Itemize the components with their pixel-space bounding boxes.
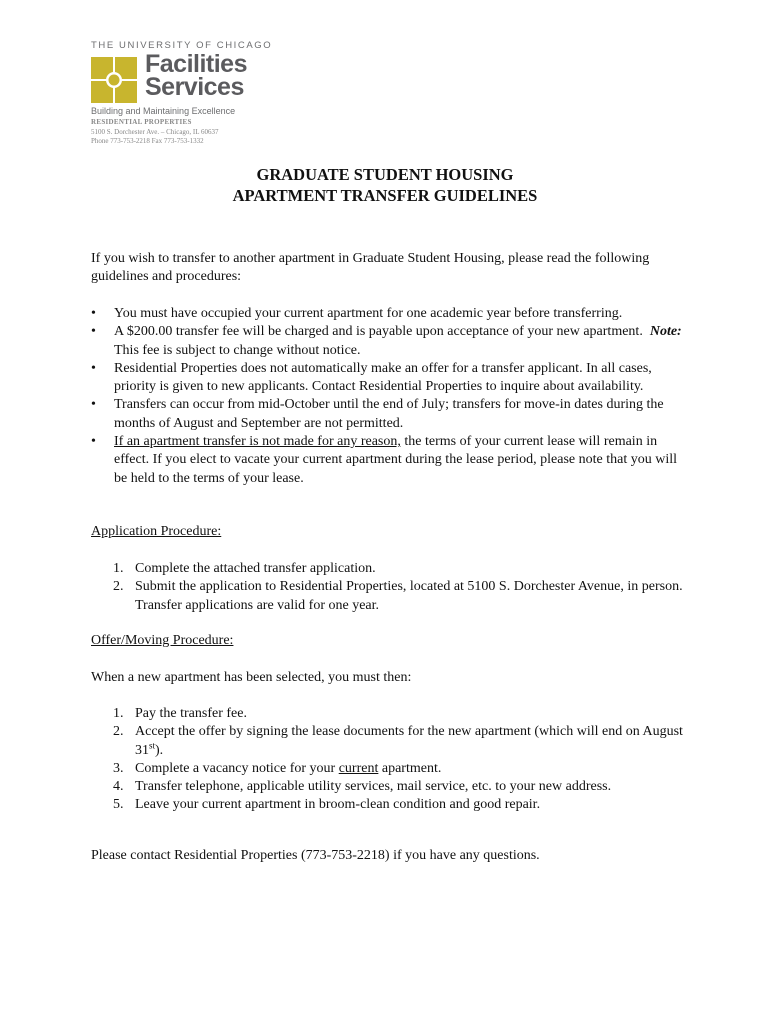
step-number: 5. (113, 797, 124, 813)
step-text: Transfer telephone, applicable utility services, mail service, etc. to your new address. (135, 779, 612, 795)
office-info (91, 118, 321, 147)
list-item (113, 578, 683, 615)
list-item (113, 778, 683, 796)
application-steps (113, 560, 683, 615)
guideline-text: Transfers can occur from mid-October until the end of July; transfers for move-in dates during the months of August and September are not permitted. (114, 397, 664, 431)
list-item (91, 323, 691, 360)
guideline-text: Residential Properties does not automatically make an offer for a transfer applicant. In all cases, priority is given to new applicants. Contact Residential Properties to inquire about availability. (114, 360, 652, 395)
bullet-icon: • (91, 360, 96, 376)
guideline-text: A $200.00 transfer fee will be charged and is payable upon acceptance of your new apartment. (114, 324, 643, 340)
brand-line-1: Facilities (145, 50, 247, 78)
bullet-icon: • (91, 324, 96, 340)
step-text: Submit the application to Residential Properties, located at 5100 S. Dorchester Avenue, in person. Transfer applications are valid for one year. (135, 579, 683, 613)
guideline-text: the terms of your current lease will remain in effect. If you elect to vacate your current apartment during the lease period, please note that you will be held to the terms of your lease. (114, 434, 678, 486)
step-text: Accept the offer by signing the lease documents for the new apartment (which will end on August 31 (135, 724, 683, 758)
list-item (113, 560, 683, 578)
title-line-2: APARTMENT TRANSFER GUIDELINES (232, 186, 538, 205)
list-item (113, 760, 683, 778)
bullet-icon: • (91, 397, 96, 413)
office-address: 5100 S. Dorchester Ave. – Chicago, IL 60637 (91, 127, 219, 136)
list-item (113, 796, 683, 814)
step-text-end: ). (155, 742, 164, 758)
step-number: 3. (113, 760, 124, 776)
list-item (91, 433, 691, 488)
step-number: 2. (113, 579, 124, 595)
list-item (113, 705, 683, 723)
list-item (91, 305, 691, 323)
list-item (91, 396, 691, 433)
step-text: Pay the transfer fee. (135, 706, 247, 721)
guidelines-list (91, 305, 691, 488)
step-text: Complete a vacancy notice for your (135, 760, 336, 776)
offer-heading: Offer/Moving Procedure: (91, 633, 234, 648)
guideline-text: This fee is subject to change without notice. (114, 342, 361, 358)
brand-line-2: Services (145, 73, 244, 101)
step-emphasis: current (338, 760, 379, 776)
title-line-1: GRADUATE STUDENT HOUSING (256, 165, 514, 184)
bullet-icon: • (91, 306, 96, 321)
offer-intro: When a new apartment has been selected, you must then: (91, 670, 412, 685)
intro-paragraph: If you wish to transfer to another apartment in Graduate Student Housing, please read the following guidelines and procedures: (91, 251, 650, 284)
tagline: Building and Maintaining Excellence (91, 106, 236, 116)
step-text: Complete the attached transfer application. (135, 561, 376, 576)
department-name: RESIDENTIAL PROPERTIES (91, 118, 192, 126)
office-phone: Phone 773-753-2218 Fax 773-753-1332 (91, 137, 204, 145)
step-text: Leave your current apartment in broom-clean condition and good repair. (135, 797, 541, 813)
note-label: Note: (649, 324, 682, 340)
list-item (113, 723, 683, 760)
guideline-text: You must have occupied your current apartment for one academic year before transferring. (114, 306, 623, 321)
guideline-emphasis: If an apartment transfer is not made for any reason, (114, 434, 401, 450)
offer-steps (113, 705, 683, 815)
list-item (91, 360, 691, 397)
step-text-end: apartment. (381, 760, 442, 776)
step-number: 1. (113, 706, 124, 721)
step-number: 1. (113, 561, 124, 576)
brand-name (145, 50, 247, 101)
facilities-logo-icon (91, 57, 137, 103)
facilities-logo (91, 50, 321, 104)
application-heading: Application Procedure: (91, 524, 222, 539)
step-number: 2. (113, 724, 124, 740)
step-number: 4. (113, 779, 124, 795)
document-title (0, 164, 770, 206)
closing-paragraph: Please contact Residential Properties (773-753-2218) if you have any questions. (91, 848, 540, 863)
university-name: THE UNIVERSITY OF CHICAGO (91, 40, 273, 51)
bullet-icon: • (91, 434, 96, 450)
ordinal-suffix: st (149, 739, 156, 750)
letterhead (91, 40, 321, 147)
